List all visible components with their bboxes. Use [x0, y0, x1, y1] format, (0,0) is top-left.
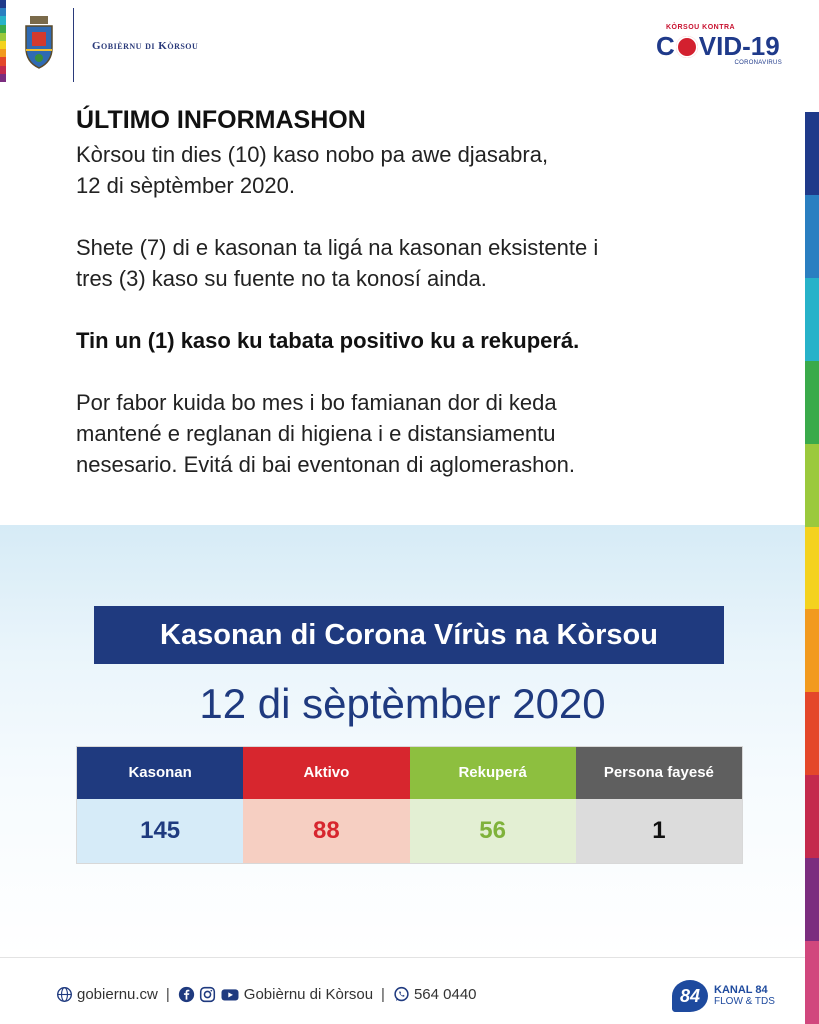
- campaign-top-text: KÒRSOU KONTRA: [666, 24, 736, 31]
- campaign-sub-text: CORONAVIRUS: [734, 60, 782, 66]
- paragraph-4-line-3: nesesario. Evitá di bai eventonan di aglomerashon.: [76, 452, 575, 477]
- stat-value: 1: [576, 799, 742, 863]
- kanal-provider: FLOW & TDS: [714, 996, 775, 1007]
- footer-contact: [56, 986, 477, 1003]
- header-divider: [73, 8, 74, 82]
- campaign-title-rest: VID-19: [698, 31, 780, 61]
- paragraph-1-line-2: 12 di sèptèmber 2020.: [76, 173, 295, 198]
- covid-campaign-logo: [656, 24, 788, 70]
- paragraph-4-line-2: mantené e reglanan di higiena i e distansiamentu: [76, 421, 556, 446]
- campaign-title: [656, 32, 780, 60]
- kanal-text: [714, 985, 775, 1007]
- paragraph-2-line-2: tres (3) kaso su fuente no ta konosí ainda.: [76, 266, 487, 291]
- kanal-name: KANAL 84: [714, 984, 768, 996]
- stat-recovered: [410, 747, 576, 863]
- whatsapp-icon[interactable]: [393, 986, 410, 1003]
- stat-value: 145: [77, 799, 243, 863]
- instagram-icon[interactable]: [199, 986, 216, 1003]
- stat-active-cases: [243, 747, 409, 863]
- government-name: Gobièrnu di Kòrsou: [92, 40, 199, 52]
- right-color-strip: [805, 112, 819, 1024]
- coat-of-arms-icon: [22, 14, 56, 70]
- globe-icon: [56, 986, 73, 1003]
- youtube-icon[interactable]: [220, 986, 240, 1003]
- stat-value: 56: [410, 799, 576, 863]
- paragraph-1-line-1: Kòrsou tin dies (10) kaso nobo pa awe djasabra,: [76, 142, 549, 167]
- stat-header: Aktivo: [243, 747, 409, 799]
- paragraph-2-line-1: Shete (7) di e kasonan ta ligá na kasonan eksistente i: [76, 235, 599, 260]
- phone-number[interactable]: 564 0440: [413, 986, 477, 1003]
- left-color-strip: [0, 0, 6, 82]
- paragraph-3: Tin un (1) kaso ku tabata positivo ku a rekuperá.: [76, 328, 580, 353]
- website-link[interactable]: gobiernu.cw: [77, 986, 158, 1003]
- stats-table: [76, 746, 743, 864]
- stats-banner: Kasonan di Corona Vírùs na Kòrsou: [94, 606, 724, 664]
- stats-background: [0, 525, 805, 957]
- virus-icon: [676, 36, 698, 58]
- kanal-badge: 84: [672, 980, 708, 1012]
- stat-header: Persona fayesé: [576, 747, 742, 799]
- social-name[interactable]: Gobièrnu di Kòrsou: [243, 986, 374, 1003]
- footer-separator: |: [381, 986, 385, 1003]
- stats-date: 12 di sèptèmber 2020: [199, 680, 606, 727]
- kanal-84-logo: [672, 980, 775, 1012]
- article-title: ÚLTIMO INFORMASHON: [76, 106, 366, 134]
- stat-value: 88: [243, 799, 409, 863]
- facebook-icon[interactable]: [178, 986, 195, 1003]
- stat-header: Kasonan: [77, 747, 243, 799]
- footer-separator: |: [165, 986, 170, 1003]
- stat-total-cases: [77, 747, 243, 863]
- footer-divider: [0, 957, 805, 958]
- stat-header: Rekuperá: [410, 747, 576, 799]
- campaign-title-c: C: [656, 31, 675, 61]
- stat-deceased: [576, 747, 742, 863]
- paragraph-4-line-1: Por fabor kuida bo mes i bo famianan dor di keda: [76, 390, 557, 415]
- article: [76, 104, 776, 480]
